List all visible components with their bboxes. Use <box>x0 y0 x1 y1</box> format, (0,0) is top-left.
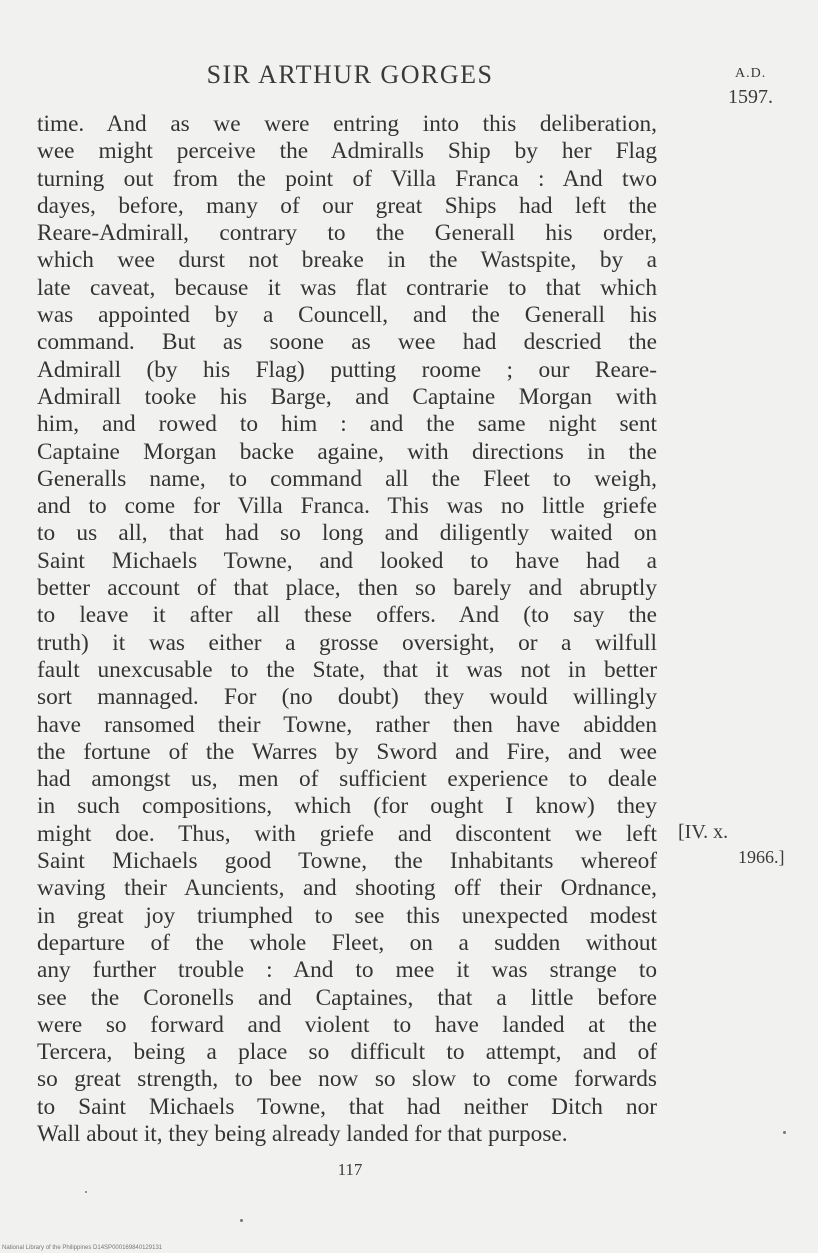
text-line: sort mannaged. For (no doubt) they would willingly <box>37 684 657 711</box>
text-line: Generalls name, to command all the Fleet to weigh, <box>37 465 657 492</box>
text-line: Admirall (by his Flag) putting roome ; our Reare- <box>37 356 657 383</box>
text-line: have ransomed their Towne, rather then have abidden <box>37 711 657 738</box>
text-line: Reare-Admirall, contrary to the Generall his order, <box>37 220 657 247</box>
margin-reference-cont: 1966.] <box>738 847 785 867</box>
text-line: him, and rowed to him : and the same night sent <box>37 411 657 438</box>
text-line: command. But as soone as wee had descried the <box>37 329 657 356</box>
text-line: was appointed by a Councell, and the Generall his <box>37 302 657 329</box>
text-line: time. And as we were entring into this deliberation, <box>37 111 657 137</box>
text-line: any further trouble : And to mee it was strange to <box>37 957 657 984</box>
text-line: Wall about it, they being already landed for that purpose. <box>37 1120 568 1147</box>
text-line: dayes, before, many of our great Ships had left the <box>37 192 657 219</box>
dust-speck <box>240 1219 243 1222</box>
text-line: late caveat, because it was flat contrarie to that which <box>37 274 657 301</box>
text-line: waving their Auncients, and shooting off their Ordnance, <box>37 875 657 902</box>
text-line: see the Coronells and Captaines, that a little before <box>37 984 657 1011</box>
dust-speck <box>783 1131 786 1134</box>
text-line: fault unexcusable to the State, that it was not in better <box>37 656 657 683</box>
text-line: in such compositions, which (for ought I know) they <box>37 793 657 820</box>
scan-credit: National Library of the Philippines D14SP000169840129131 <box>2 1245 163 1251</box>
text-line: had amongst us, men of sufficient experience to deale <box>37 766 657 793</box>
body-text <box>37 111 657 1148</box>
text-line: so great strength, to bee now so slow to come forwards <box>37 1066 657 1093</box>
text-line: in great joy triumphed to see this unexpected modest <box>37 902 657 929</box>
page-number: 117 <box>337 1160 363 1179</box>
text-line: to Saint Michaels Towne, that had neither Ditch nor <box>37 1093 657 1120</box>
margin-reference: [IV. x. <box>678 821 729 843</box>
text-line: might doe. Thus, with griefe and discontent we left <box>37 820 657 847</box>
text-line: the fortune of the Warres by Sword and Fire, and wee <box>37 738 657 765</box>
text-line: to us all, that had so long and diligently waited on <box>37 520 657 547</box>
text-line: and to come for Villa Franca. This was no little griefe <box>37 493 657 520</box>
dust-speck <box>85 1191 87 1193</box>
text-line: were so forward and violent to have landed at the <box>37 1011 657 1038</box>
text-line: Saint Michaels Towne, and looked to have had a <box>37 547 657 574</box>
text-line: to leave it after all these offers. And (to say the <box>37 602 657 629</box>
text-line: Saint Michaels good Towne, the Inhabitants whereof <box>37 848 657 875</box>
text-line: turning out from the point of Villa Franca : And two <box>37 165 657 192</box>
era-label: A.D. <box>735 66 767 81</box>
text-line: departure of the whole Fleet, on a sudden without <box>37 929 657 956</box>
text-line: Tercera, being a place so difficult to attempt, and of <box>37 1039 657 1066</box>
year-label: 1597. <box>728 86 773 108</box>
text-line: truth) it was either a grosse oversight, or a wilfull <box>37 629 657 656</box>
text-line: better account of that place, then so barely and abruptly <box>37 575 657 602</box>
text-line: which wee durst not breake in the Wastspite, by a <box>37 247 657 274</box>
text-line: Captaine Morgan backe againe, with directions in the <box>37 438 657 465</box>
text-line: Admirall tooke his Barge, and Captaine Morgan with <box>37 383 657 410</box>
running-title: SIR ARTHUR GORGES <box>206 60 494 89</box>
text-line: wee might perceive the Admiralls Ship by her Flag <box>37 138 657 165</box>
